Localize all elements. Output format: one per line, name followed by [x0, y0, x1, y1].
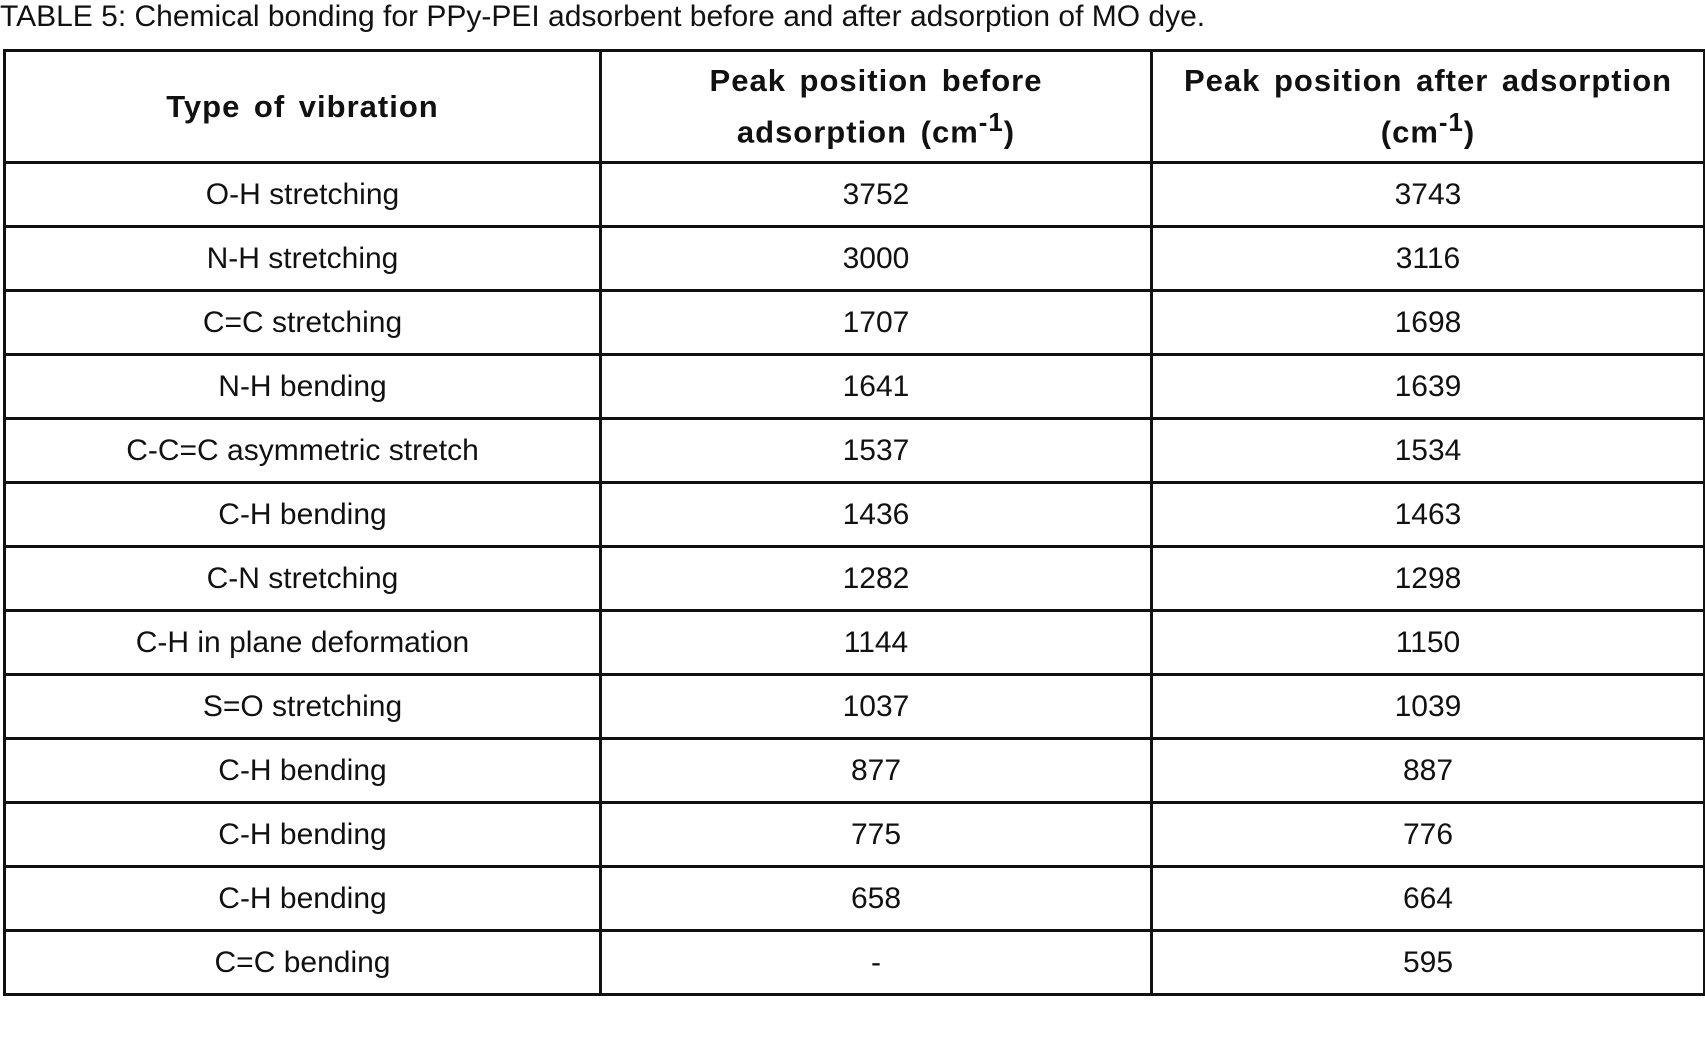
peak-before-cell: 1282: [601, 547, 1152, 611]
table-row: [5, 163, 1705, 227]
table-row: [5, 867, 1705, 931]
vibration-type-cell: C-H bending: [5, 483, 601, 547]
peak-before-cell: 3752: [601, 163, 1152, 227]
peak-after-cell: 3743: [1152, 163, 1705, 227]
table-caption: TABLE 5: Chemical bonding for PPy-PEI adsorbent before and after adsorption of MO dye.: [0, 0, 1206, 33]
vibration-type-cell: C-N stretching: [5, 547, 601, 611]
table-row: [5, 547, 1705, 611]
peak-after-cell: 1298: [1152, 547, 1705, 611]
vibration-type-cell: C=C stretching: [5, 291, 601, 355]
peak-before-cell: 1641: [601, 355, 1152, 419]
peak-before-cell: 877: [601, 739, 1152, 803]
header-peak-after: [1152, 51, 1705, 163]
peak-after-cell: 1698: [1152, 291, 1705, 355]
peak-after-cell: 1150: [1152, 611, 1705, 675]
vibration-type-cell: N-H bending: [5, 355, 601, 419]
peak-before-cell: 1144: [601, 611, 1152, 675]
header-superscript: -1: [1438, 108, 1464, 137]
peak-before-cell: 3000: [601, 227, 1152, 291]
peak-before-cell: 1707: [601, 291, 1152, 355]
header-superscript: -1: [978, 108, 1004, 137]
table-row: [5, 355, 1705, 419]
table-row: [5, 739, 1705, 803]
header-peak-before: [601, 51, 1152, 163]
peak-before-cell: 1537: [601, 419, 1152, 483]
header-row: [5, 51, 1705, 163]
vibration-table: [3, 49, 1705, 996]
header-label: [36, 86, 570, 128]
vibration-type-cell: C-C=C asymmetric stretch: [5, 419, 601, 483]
header-text: Type of vibration: [166, 88, 439, 124]
peak-after-cell: 3116: [1152, 227, 1705, 291]
vibration-type-cell: C-H bending: [5, 739, 601, 803]
vibration-type-cell: C=C bending: [5, 931, 601, 995]
header-text-end: ): [1003, 114, 1016, 150]
vibration-type-cell: N-H stretching: [5, 227, 601, 291]
table-row: [5, 611, 1705, 675]
table-row: [5, 419, 1705, 483]
table-row: [5, 675, 1705, 739]
table-row: [5, 227, 1705, 291]
peak-before-cell: 1037: [601, 675, 1152, 739]
table-row: [5, 931, 1705, 995]
peak-after-cell: 595: [1152, 931, 1705, 995]
peak-after-cell: 1639: [1152, 355, 1705, 419]
peak-before-cell: 1436: [601, 483, 1152, 547]
header-text: Peak position after adsorption (cm: [1183, 62, 1673, 150]
vibration-type-cell: C-H bending: [5, 803, 601, 867]
table-body: [5, 163, 1705, 995]
header-label: [629, 60, 1122, 153]
vibration-type-cell: C-H bending: [5, 867, 601, 931]
table-row: [5, 291, 1705, 355]
table-header: [5, 51, 1705, 163]
peak-before-cell: -: [601, 931, 1152, 995]
peak-after-cell: 776: [1152, 803, 1705, 867]
peak-after-cell: 1039: [1152, 675, 1705, 739]
peak-before-cell: 775: [601, 803, 1152, 867]
peak-after-cell: 664: [1152, 867, 1705, 931]
header-text-end: ): [1463, 114, 1476, 150]
header-label: [1181, 60, 1676, 153]
peak-after-cell: 887: [1152, 739, 1705, 803]
peak-after-cell: 1463: [1152, 483, 1705, 547]
vibration-type-cell: S=O stretching: [5, 675, 601, 739]
header-text: Peak position before adsorption (cm: [709, 62, 1043, 150]
table-row: [5, 803, 1705, 867]
vibration-type-cell: O-H stretching: [5, 163, 601, 227]
peak-before-cell: 658: [601, 867, 1152, 931]
vibration-type-cell: C-H in plane deformation: [5, 611, 601, 675]
table-row: [5, 483, 1705, 547]
peak-after-cell: 1534: [1152, 419, 1705, 483]
header-type-of-vibration: [5, 51, 601, 163]
